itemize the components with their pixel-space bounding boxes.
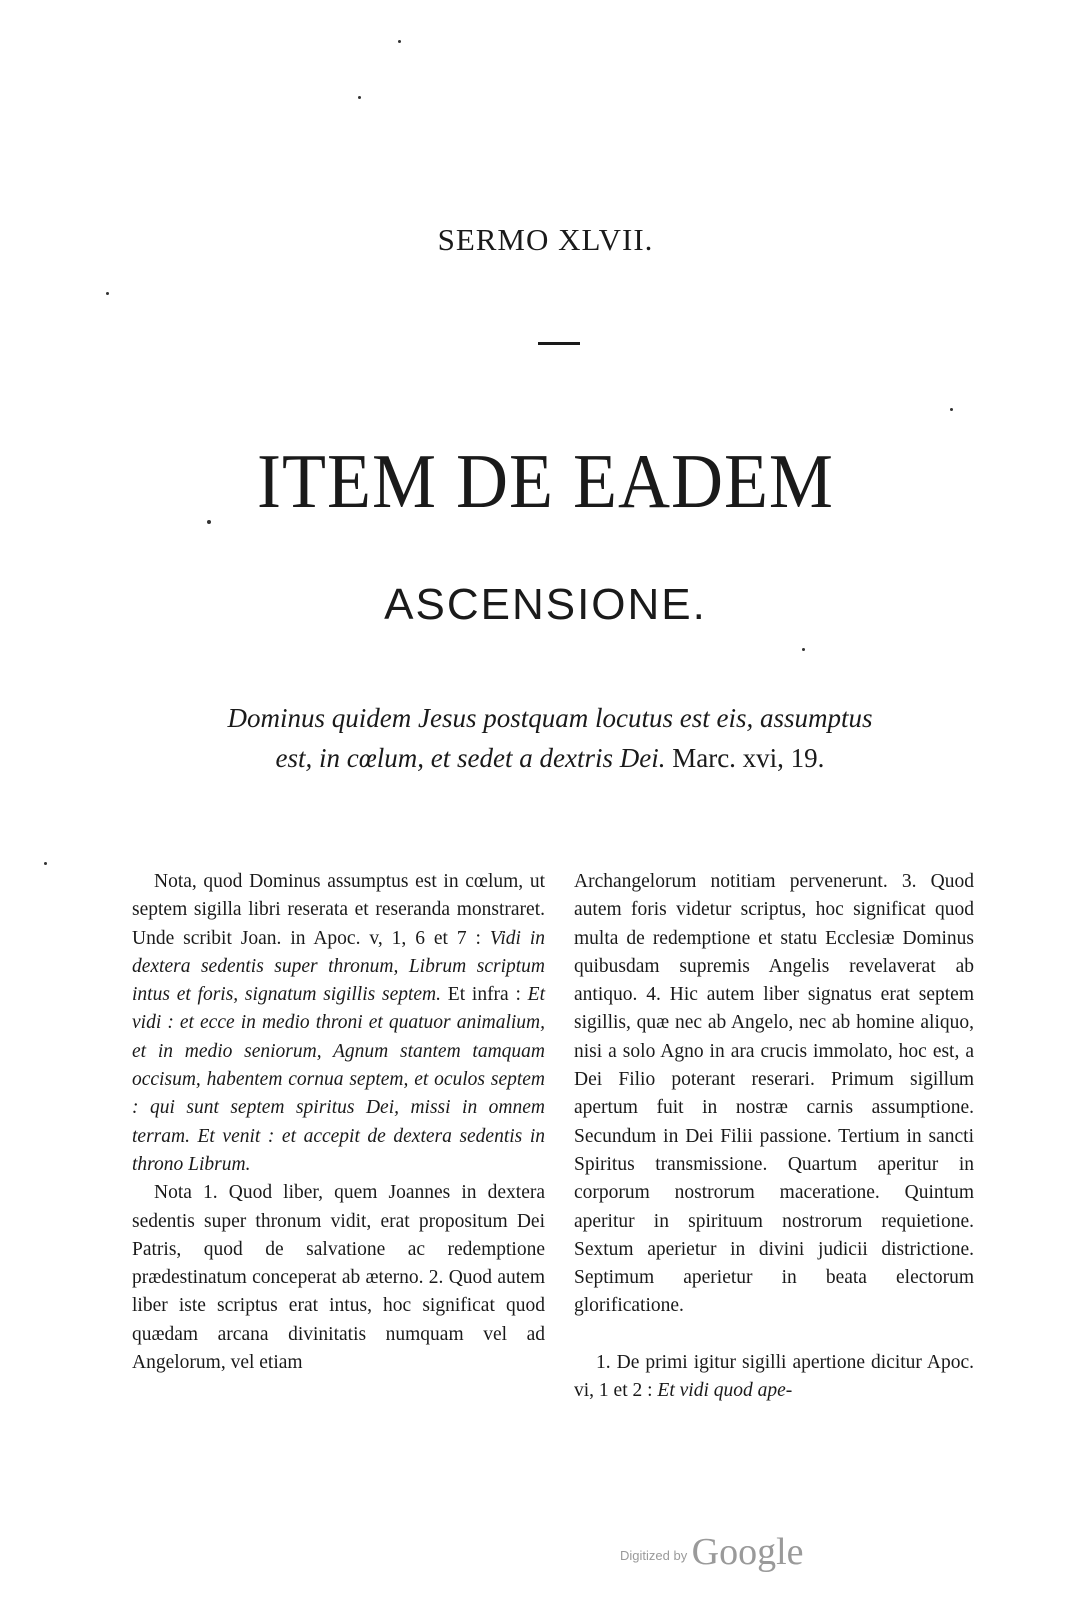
paragraph-text: Nota, quod Dominus assumptus est in cœlum, ut septem sigilla libri reserata et reseranda monstraret. Unde scribit Joan. in Apoc. v, 1, 6 et 7 :	[132, 871, 545, 949]
print-speck	[44, 862, 47, 865]
epigraph-line-2	[120, 738, 980, 778]
paragraph	[574, 1349, 974, 1406]
digitization-watermark	[620, 1530, 880, 1573]
paragraph: Nota 1. Quod liber, quem Joannes in dextera sedentis super thronum vidit, erat propositum Dei Patris, quod de salvatione ac redemptione prædestinatum conceperat ab æterno. 2. Quod autem liber iste scriptus erat intus, hoc significat quod quædam arcana divinitatis numquam vel ad Angelorum, vel etiam	[132, 1182, 545, 1374]
print-speck	[802, 648, 805, 651]
page-title: ITEM DE EADEM	[257, 437, 834, 525]
epigraph	[120, 698, 980, 778]
quotation-text: Vidi in dextera sedentis super thronum, Librum scriptum intus et foris, signatum sigillis septem.	[132, 927, 545, 1006]
right-text-column	[574, 868, 974, 1405]
quotation-text: Et vidi : et ecce in medio throni et quatuor animalium, et in medio seniorum, Agnum stantem tamquam occisum, habentem cornua septem, et oculos septem : qui sunt septem spiritus Dei, missi in omnem terram. Et venit : et accepit de dextera sedentis in throno Librum.	[132, 984, 546, 1175]
paragraph	[132, 868, 545, 1179]
digitized-by-label: Digitized by	[620, 1548, 688, 1563]
paragraph-text: 1. De primi igitur sigilli apertione dicitur Apoc. vi, 1 et 2 :	[574, 1351, 974, 1402]
print-speck	[950, 408, 953, 411]
epigraph-line-1	[120, 698, 980, 738]
print-speck	[358, 96, 361, 99]
epigraph-quote-part-2: est, in cœlum, et sedet a dextris Dei.	[275, 743, 666, 773]
sermon-number: SERMO XLVII.	[437, 222, 654, 257]
paragraph-text: Et infra :	[441, 984, 528, 1006]
paragraph: Archangelorum notitiam pervenerunt. 3. Quod autem foris videtur scriptus, hoc significat quod multa de redemptione et statu Ecclesiæ Dominus quibusdam supremis Angelis revelaverat ab antiquo. 4. Hic autem liber signatus erat septem sigillis, quæ nec ab Angelo, nec ab homine aliquo, nisi a solo Agno in ara crucis immolato, hoc est, a Dei Filio poterant reserari. Primum sigillum apertum fuit in nostræ carnis assumptione. Secundum in Dei Filii passione. Tertium in sancti Spiritus transmissione. Quartum aperitur in corporum nostrorum maceratione. Quintum aperitur in spirituum nostrorum requietione. Sextum aperietur in divini judicii districtione. Septimum aperietur in beata electorum glorificatione.	[574, 871, 974, 1317]
google-logo-text: Google	[691, 1531, 804, 1573]
title-divider	[538, 342, 580, 345]
page-subtitle: ASCENSIONE.	[384, 580, 707, 629]
quotation-text: Et vidi quod ape-	[657, 1380, 793, 1402]
print-speck	[398, 40, 401, 43]
epigraph-quote-part-1: Dominus quidem Jesus postquam locutus est eis, assumptus	[227, 703, 873, 733]
left-text-column	[132, 868, 545, 1377]
epigraph-reference: Marc. xvi, 19.	[672, 743, 825, 773]
print-speck	[106, 292, 109, 295]
